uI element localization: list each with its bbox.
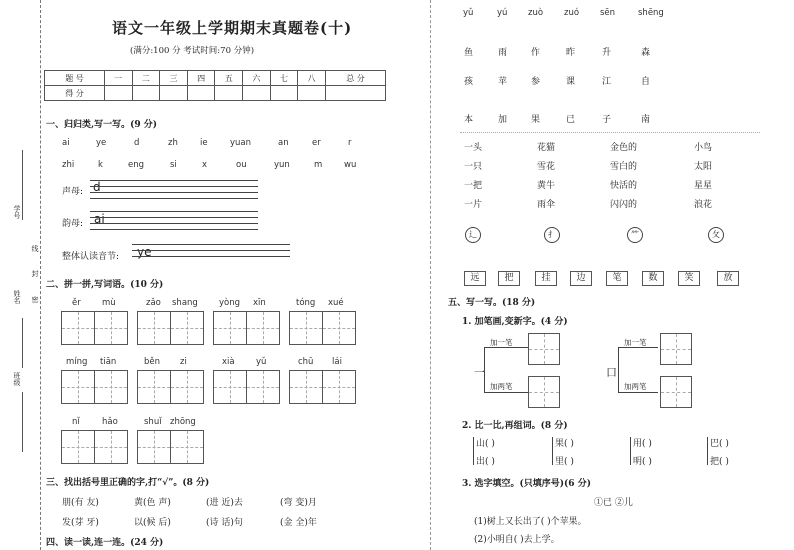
match-char: 孩: [464, 77, 474, 87]
score-header: 二: [132, 71, 160, 86]
pinyin-item: ai: [62, 138, 70, 148]
side-write-line: [22, 150, 23, 220]
match-word: 花猫: [537, 143, 556, 153]
side-write-line: [22, 318, 23, 368]
add-stroke-label: 加两笔: [490, 382, 513, 391]
compare-word[interactable]: 用( ): [633, 439, 652, 449]
score-cell[interactable]: [104, 86, 132, 101]
four-line-grid: [90, 180, 258, 181]
four-line-grid: [90, 217, 258, 218]
pinyin-item: zuò: [528, 8, 544, 18]
score-header: 三: [160, 71, 188, 86]
pinyin-item: m: [314, 160, 323, 170]
shengmu-answer[interactable]: d: [93, 180, 101, 194]
match-char: 雨: [498, 48, 508, 58]
tianzige-box[interactable]: [61, 430, 128, 464]
pinyin-syllable: zi: [180, 357, 187, 367]
tianzige-box[interactable]: [61, 311, 128, 345]
compare-word[interactable]: 出( ): [476, 457, 495, 467]
tianzige-box[interactable]: [137, 430, 204, 464]
pinyin-item: shēng: [638, 8, 664, 18]
radical-circle: 攵: [708, 227, 724, 243]
match-char: 江: [602, 77, 612, 87]
bracket-line: [618, 347, 619, 393]
q3-options: ①已 ②儿: [594, 498, 633, 508]
add-stroke-label: 加一笔: [490, 338, 513, 347]
word-box: 数: [642, 271, 664, 286]
pinyin-syllable: nǐ: [72, 417, 80, 427]
match-word: 浪花: [694, 200, 713, 210]
base-char: 口: [606, 366, 617, 379]
match-word: 小鸟: [694, 143, 713, 153]
match-word: 快活的: [610, 181, 638, 191]
tianzige-box[interactable]: [213, 311, 280, 345]
pinyin-item: zh: [168, 138, 178, 148]
four-line-grid: [90, 186, 258, 187]
bracket-line: [484, 392, 528, 393]
write-box[interactable]: [528, 333, 560, 365]
match-char: 自: [641, 77, 651, 87]
score-cell[interactable]: [270, 86, 298, 101]
pinyin-item: r: [348, 138, 352, 148]
match-word: 雪花: [537, 162, 556, 172]
tianzige-box[interactable]: [61, 370, 128, 404]
word-box: 边: [570, 271, 592, 286]
four-line-grid: [90, 229, 258, 230]
score-cell[interactable]: [298, 86, 326, 101]
score-cell[interactable]: [215, 86, 243, 101]
section-5-title: 五、写一写。(18 分): [448, 298, 536, 308]
pinyin-item: yǔ: [463, 8, 474, 18]
pinyin-syllable: yòng: [219, 298, 241, 308]
score-header: 一: [104, 71, 132, 86]
tianzige-box[interactable]: [213, 370, 280, 404]
choice-item[interactable]: 黄(色 声): [134, 498, 171, 508]
pinyin-item: x: [202, 160, 208, 170]
match-char: 苹: [498, 77, 508, 87]
match-char: 子: [602, 115, 612, 125]
yunmu-answer[interactable]: ai: [94, 212, 105, 226]
four-line-grid: [90, 223, 258, 224]
score-row-label: 得 分: [45, 86, 105, 101]
pinyin-item: wu: [344, 160, 357, 170]
score-header: 七: [270, 71, 298, 86]
radical-circle: ⺮: [627, 227, 643, 243]
match-char: 本: [464, 115, 474, 125]
choice-item[interactable]: 朋(有 友): [62, 498, 99, 508]
side-label-mi: 密: [31, 296, 39, 303]
score-header: 总 分: [325, 71, 385, 86]
zhengti-label: 整体认读音节:: [62, 252, 120, 262]
pinyin-item: yú: [497, 8, 508, 18]
choice-item[interactable]: 发(芽 牙): [62, 518, 99, 528]
word-box: 把: [498, 271, 520, 286]
choice-item[interactable]: 以(候 后): [134, 518, 171, 528]
choice-item[interactable]: (弯 变)月: [280, 498, 317, 508]
write-box[interactable]: [528, 376, 560, 408]
pair-brace: [707, 437, 708, 465]
compare-word[interactable]: 里( ): [555, 457, 574, 467]
score-cell[interactable]: [325, 86, 385, 101]
tianzige-box[interactable]: [289, 311, 356, 345]
score-header: 题 号: [45, 71, 105, 86]
radical-circle: 辶: [465, 227, 481, 243]
match-word: 黄牛: [537, 181, 556, 191]
side-write-line: [22, 392, 23, 452]
tianzige-box[interactable]: [137, 311, 204, 345]
pinyin-syllable: shang: [172, 298, 198, 308]
tianzige-box[interactable]: [137, 370, 204, 404]
fill-sentence[interactable]: (2)小明自( )去上学。: [474, 535, 560, 545]
word-box: 挂: [535, 271, 557, 286]
pinyin-item: eng: [128, 160, 145, 170]
score-cell[interactable]: [132, 86, 160, 101]
choice-item[interactable]: (进 近)去: [206, 498, 243, 508]
four-line-grid: [90, 192, 258, 193]
bracket-line: [618, 392, 658, 393]
choice-item[interactable]: (诗 话)句: [206, 518, 243, 528]
tianzige-box[interactable]: [289, 370, 356, 404]
score-header: 六: [243, 71, 271, 86]
score-header: 八: [298, 71, 326, 86]
compare-word[interactable]: 山( ): [476, 439, 495, 449]
pinyin-syllable: ěr: [72, 298, 81, 308]
side-label-banji: 班级: [13, 372, 21, 386]
match-word: 一头: [464, 143, 483, 153]
write-box[interactable]: [660, 333, 692, 365]
pinyin-syllable: mù: [102, 298, 116, 308]
pinyin-item: zhi: [62, 160, 75, 170]
match-char: 果: [531, 115, 541, 125]
score-cell[interactable]: [187, 86, 215, 101]
q3-title: 3. 选字填空。(只填序号)(6 分): [462, 479, 591, 489]
pinyin-syllable: xià: [222, 357, 235, 367]
pinyin-item: si: [170, 160, 177, 170]
four-line-grid: [132, 244, 290, 245]
match-char: 作: [531, 48, 541, 58]
four-line-grid: [132, 256, 290, 257]
side-label-xuehao: 学号: [13, 205, 21, 219]
match-word: 一只: [464, 162, 483, 172]
match-word: 一把: [464, 181, 483, 191]
match-word: 雨伞: [537, 200, 556, 210]
pinyin-item: er: [312, 138, 321, 148]
compare-word[interactable]: 把( ): [710, 457, 729, 467]
word-box: 远: [464, 271, 486, 286]
compare-word[interactable]: 巴( ): [710, 439, 729, 449]
section-2-title: 二、拼一拼,写词语。(10 分): [46, 280, 164, 290]
page-divider: [430, 0, 431, 550]
score-header: 五: [215, 71, 243, 86]
zhengti-answer[interactable]: ye: [137, 245, 152, 259]
pinyin-item: ou: [236, 160, 247, 170]
pinyin-syllable: chū: [298, 357, 314, 367]
pinyin-syllable: hǎo: [102, 417, 118, 427]
pinyin-item: yun: [274, 160, 290, 170]
word-box: 放: [717, 271, 739, 286]
bracket-line: [484, 347, 485, 393]
four-line-grid: [90, 198, 258, 199]
compare-word[interactable]: 明( ): [633, 457, 652, 467]
shengmu-label: 声母:: [62, 187, 84, 197]
match-char: 课: [566, 77, 576, 87]
pinyin-item: k: [98, 160, 103, 170]
add-stroke-label: 加一笔: [624, 338, 647, 347]
pinyin-syllable: xué: [328, 298, 344, 308]
write-box[interactable]: [660, 376, 692, 408]
pinyin-syllable: zǎo: [146, 298, 161, 308]
pinyin-item: ie: [200, 138, 208, 148]
pair-brace: [473, 437, 474, 465]
pair-brace: [630, 437, 631, 465]
pinyin-item: d: [134, 138, 140, 148]
fill-sentence[interactable]: (1)树上又长出了( )个苹果。: [474, 517, 587, 527]
match-word: 星星: [694, 181, 713, 191]
pair-brace: [552, 437, 553, 465]
compare-word[interactable]: 果( ): [555, 439, 574, 449]
radical-circle: 扌: [544, 227, 560, 243]
section-1-title: 一、归归类,写一写。(9 分): [46, 120, 158, 130]
pinyin-syllable: běn: [144, 357, 161, 367]
match-char: 鱼: [464, 48, 474, 58]
add-stroke-label: 加两笔: [624, 382, 647, 391]
pinyin-item: an: [278, 138, 289, 148]
match-word: 一片: [464, 200, 483, 210]
match-word: 雪白的: [610, 162, 638, 172]
match-word: 闪闪的: [610, 200, 638, 210]
four-line-grid: [90, 211, 258, 212]
score-header: 四: [187, 71, 215, 86]
score-table: [44, 70, 386, 101]
pinyin-syllable: yǔ: [256, 357, 267, 367]
match-top-rule: [460, 132, 760, 133]
word-box: 笑: [678, 271, 700, 286]
section-4-title: 四、读一读,连一连。(24 分): [46, 538, 164, 548]
pinyin-syllable: lái: [332, 357, 342, 367]
score-cell[interactable]: [160, 86, 188, 101]
pinyin-syllable: shuǐ: [144, 417, 162, 427]
side-label-xingming: 姓名: [13, 290, 21, 304]
base-char: 一: [474, 366, 485, 379]
choice-item[interactable]: (金 全)年: [280, 518, 317, 528]
yunmu-label: 韵母:: [62, 219, 84, 229]
match-char: 升: [602, 48, 612, 58]
side-label-feng: 封: [31, 270, 39, 277]
match-char: 加: [498, 115, 508, 125]
match-char: 森: [641, 48, 651, 58]
score-cell[interactable]: [243, 86, 271, 101]
pinyin-syllable: tóng: [296, 298, 316, 308]
pinyin-item: sēn: [600, 8, 616, 18]
section-3-title: 三、找出括号里正确的字,打“√”。(8 分): [46, 478, 210, 488]
q1-title: 1. 加笔画,变新字。(4 分): [462, 317, 568, 327]
pinyin-syllable: tiān: [100, 357, 117, 367]
pinyin-item: zuó: [564, 8, 580, 18]
match-word: 金色的: [610, 143, 638, 153]
match-char: 南: [641, 115, 651, 125]
four-line-grid: [132, 250, 290, 251]
pinyin-syllable: xīn: [253, 298, 266, 308]
match-char: 参: [531, 77, 541, 87]
word-box: 笔: [606, 271, 628, 286]
pinyin-syllable: zhōng: [170, 417, 196, 427]
pinyin-syllable: míng: [66, 357, 88, 367]
pinyin-item: ye: [96, 138, 107, 148]
match-word: 太阳: [694, 162, 713, 172]
binding-dash-line: [40, 0, 41, 550]
page-title: 语文一年级上学期期末真题卷(十): [112, 19, 353, 37]
match-char: 已: [566, 115, 576, 125]
pinyin-item: yuan: [230, 138, 252, 148]
page-subtitle: (满分:100 分 考试时间:70 分钟): [130, 46, 255, 56]
q2-title: 2. 比一比,再组词。(8 分): [462, 421, 568, 431]
match-char: 昨: [566, 48, 576, 58]
side-label-xian: 线: [31, 245, 39, 252]
